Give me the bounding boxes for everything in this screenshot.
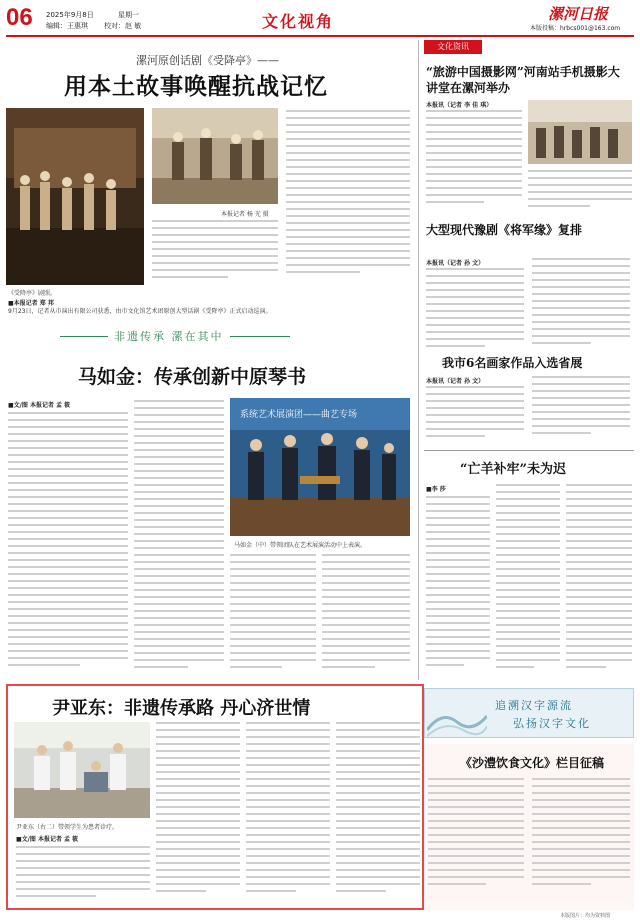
sidebar-rule-1 <box>424 450 634 451</box>
article3-byline: ■文/图 本报记者 孟 筱 <box>16 836 79 843</box>
article1-photo <box>6 108 144 285</box>
issue-weekday: 星期一 <box>118 11 139 19</box>
masthead-rule <box>6 35 634 37</box>
book-section <box>424 744 634 910</box>
news1-headline: “旅游中国摄影网”河南站手机摄影大讲堂在漯河举办 <box>426 65 620 95</box>
hanzi-column-banner <box>424 688 634 738</box>
article3-text-col2 <box>156 722 240 906</box>
article3-headline: 尹亚东：非遗传承路 丹心济世情 <box>52 698 311 719</box>
news1-byline: 本报讯（记者 李 佳 琪） <box>426 102 493 109</box>
article1-text-col1 <box>152 220 278 290</box>
essay-byline: ■李 莎 <box>426 486 446 493</box>
news2-byline: 本报讯（记者 孙 文） <box>426 260 485 267</box>
book-text-col1 <box>428 778 524 898</box>
sidebar <box>424 40 634 910</box>
article1-headline: 用本土故事唤醒抗战记忆 <box>64 73 328 100</box>
section-title: 文化视角 <box>262 12 335 31</box>
article3-text-col3 <box>246 722 330 906</box>
news3-text-col2 <box>532 376 630 440</box>
essay-text-col2 <box>496 484 560 678</box>
paper-logo-text: 漯河日报 <box>548 5 609 23</box>
heritage-banner <box>60 328 290 346</box>
article2-headline: 马如金：传承创新中原琴书 <box>78 366 307 388</box>
article1-photo-caption: 《受降亭》剧照。 <box>8 290 57 297</box>
lecture-image <box>528 100 632 164</box>
article3-text-col1 <box>16 846 150 906</box>
book-text-col2 <box>532 778 630 898</box>
news3-text-col1 <box>426 386 524 440</box>
news1-photo <box>528 100 632 164</box>
masthead <box>0 0 640 38</box>
article-shouxiangting <box>6 40 410 325</box>
news3-headline: 我市6名画家作品入选省展 <box>442 356 583 370</box>
article1-photo-2 <box>152 108 278 204</box>
stage-scene-image <box>6 108 144 285</box>
hanzi-banner-line1: 追溯汉字源流 <box>495 699 573 712</box>
article-yinyadong <box>6 684 424 910</box>
article2-photo <box>230 398 410 536</box>
article2-text-col1 <box>8 412 128 680</box>
heritage-banner-text: 非遗传承 漯在其中 <box>108 328 230 344</box>
footer-note: 本版图片：均为资料图 <box>560 913 611 919</box>
article3-text-col4 <box>336 722 420 906</box>
sidebar-label-text: 文化资讯 <box>437 42 469 51</box>
news2-headline: 大型现代豫剧《将军缘》复排 <box>426 223 583 237</box>
essay-text-col3 <box>566 484 632 678</box>
issue-date: 2025年9月8日 <box>46 11 94 19</box>
rehearsal-image <box>152 108 278 204</box>
submission-email: 本版投稿：hrbcs001@163.com <box>530 25 621 32</box>
article1-kicker: 漯河原创话剧《受降亭》—— <box>136 54 279 67</box>
article3-photo-caption: 尹亚东（右二）带领学生为患者诊疗。 <box>16 824 119 831</box>
page-number: 06 <box>6 4 33 31</box>
news2-text-col1 <box>426 268 524 350</box>
news3-byline: 本报讯（记者 孙 文） <box>426 378 485 385</box>
article2-text-col3 <box>230 554 316 674</box>
article3-photo <box>14 722 150 818</box>
book-headline: 《沙澧饮食文化》栏目征稿 <box>460 756 605 770</box>
paper-logo <box>548 3 608 24</box>
news1-text-2 <box>528 170 632 214</box>
editor-credit: 编辑：王惠琪 <box>46 22 88 30</box>
article1-opening: 9月23日，记者从市演出有限公司获悉，由市文化馆艺术团原创大型话剧《受降亭》正式启动巡演。 <box>8 308 272 315</box>
article2-text-col2 <box>134 400 224 680</box>
news1-text <box>426 110 522 210</box>
article2-byline: ■文/图 本报记者 孟 筱 <box>8 402 71 409</box>
article1-byline: ■本报记者 郑 邦 <box>8 300 54 307</box>
proof-credit: 校对：赵 敏 <box>104 22 142 30</box>
article2-photo-overlay: 系统艺术展演团——曲艺专场 <box>240 410 358 420</box>
essay-headline: “亡羊补牢”未为迟 <box>460 462 566 477</box>
article1-photo-credit: 本报记者 杨 光 摄 <box>221 211 269 218</box>
sidebar-divider <box>418 40 419 680</box>
news2-text-col2 <box>532 258 630 350</box>
article2-photo-caption: 马如金（中）带领团队在艺术展演活动中上表演。 <box>234 542 367 549</box>
hanzi-banner-line2: 弘扬汉字文化 <box>513 717 591 730</box>
article1-text-col2 <box>286 110 410 290</box>
article-marujin <box>6 350 410 680</box>
sidebar-label <box>424 40 482 54</box>
clinic-image <box>14 722 150 818</box>
article2-text-col4 <box>322 554 410 674</box>
ink-wave-decoration <box>427 690 487 738</box>
essay-text-col1 <box>426 496 490 678</box>
